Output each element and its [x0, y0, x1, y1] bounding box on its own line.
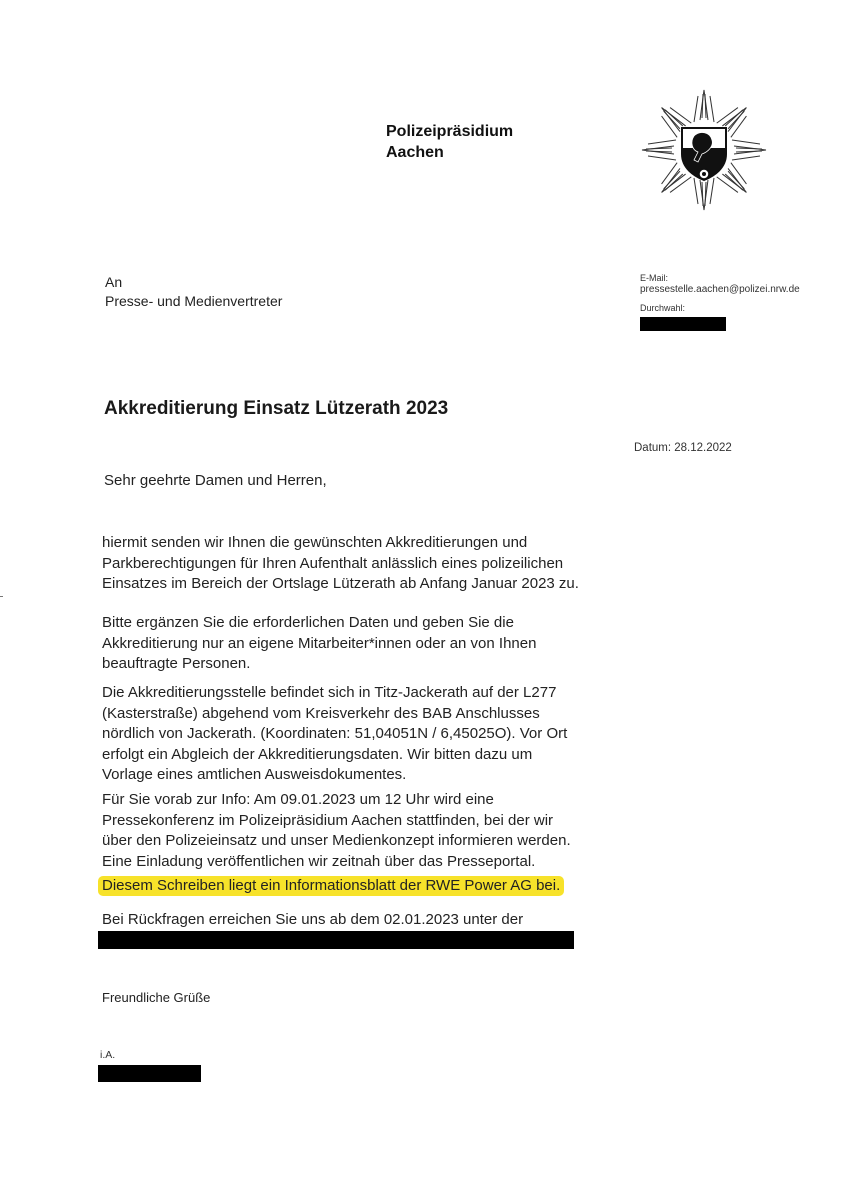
phone-label: Durchwahl:	[640, 303, 686, 313]
paragraph-line: Eine Einladung veröffentlichen wir zeitnah über das Presseportal.	[102, 852, 536, 870]
paragraph-line: nördlich von Jackerath. (Koordinaten: 51,04051N / 6,45025O). Vor Ort	[102, 725, 568, 742]
letter-date: Datum: 28.12.2022	[634, 442, 732, 454]
salutation: Sehr geehrte Damen und Herren,	[104, 472, 327, 489]
paragraph-line: Parkberechtigungen für Ihren Aufenthalt anlässlich eines polizeilichen	[102, 554, 564, 572]
paragraph-line: Akkreditierung nur an eigene Mitarbeiter*innen oder an von Ihnen	[102, 634, 537, 652]
scan-edge-mark	[0, 596, 3, 597]
paragraph-line: (Kasterstraße) abgehend vom Kreisverkehr des BAB Anschlusses	[102, 704, 540, 722]
police-star-emblem-icon	[628, 86, 780, 214]
recipient-line-2: Presse- und Medienvertreter	[105, 293, 283, 309]
paragraph-line: Die Akkreditierungsstelle befindet sich in Titz-Jackerath auf der L277	[102, 684, 557, 701]
paragraph-line: Vorlage eines amtlichen Ausweisdokumentes.	[102, 766, 407, 783]
highlighted-attachment-note: Diesem Schreiben liegt ein Informationsblatt der RWE Power AG bei.	[98, 876, 564, 896]
paragraph-3	[102, 683, 622, 786]
paragraph-line: Pressekonferenz im Polizeipräsidium Aachen stattfinden, bei der wir	[102, 811, 554, 829]
letter-title: Akkreditierung Einsatz Lützerath 2023	[104, 398, 449, 419]
sender-line-1: Polizeipräsidium	[386, 123, 514, 140]
redacted-signature	[98, 1065, 201, 1082]
paragraph-line: Einsatzes im Bereich der Ortslage Lützerath ab Anfang Januar 2023 zu.	[102, 575, 579, 592]
closing-greeting: Freundliche Grüße	[102, 990, 211, 1005]
paragraph-line: über den Polizeieinsatz und unser Medienkonzept informieren werden.	[102, 832, 571, 849]
email-label: E-Mail:	[640, 273, 669, 283]
email-address: pressestelle.aachen@polizei.nrw.de	[640, 284, 800, 295]
paragraph-line: erfolgt ein Abgleich der Akkreditierungsdaten. Wir bitten dazu um	[102, 745, 533, 763]
paragraph-1	[102, 533, 622, 595]
sender-line-2: Aachen	[386, 144, 444, 161]
redacted-contact-info	[98, 931, 574, 949]
paragraph-line: beauftragte Personen.	[102, 655, 251, 672]
paragraph-line: Bitte ergänzen Sie die erforderlichen Daten und geben Sie die	[102, 614, 514, 631]
paragraph-4	[102, 790, 622, 872]
contact-block	[640, 272, 800, 331]
recipient-block	[105, 273, 282, 311]
redacted-phone-number	[640, 317, 726, 331]
sender-block	[386, 121, 513, 163]
paragraph-2	[102, 613, 622, 675]
signature-prefix: i.A.	[100, 1049, 116, 1061]
recipient-line-1: An	[105, 274, 123, 290]
contact-inquiry-line: Bei Rückfragen erreichen Sie uns ab dem 02.01.2023 unter der	[102, 911, 524, 928]
paragraph-line: hiermit senden wir Ihnen die gewünschten Akkreditierungen und	[102, 534, 528, 551]
paragraph-line: Für Sie vorab zur Info: Am 09.01.2023 um 12 Uhr wird eine	[102, 791, 494, 808]
